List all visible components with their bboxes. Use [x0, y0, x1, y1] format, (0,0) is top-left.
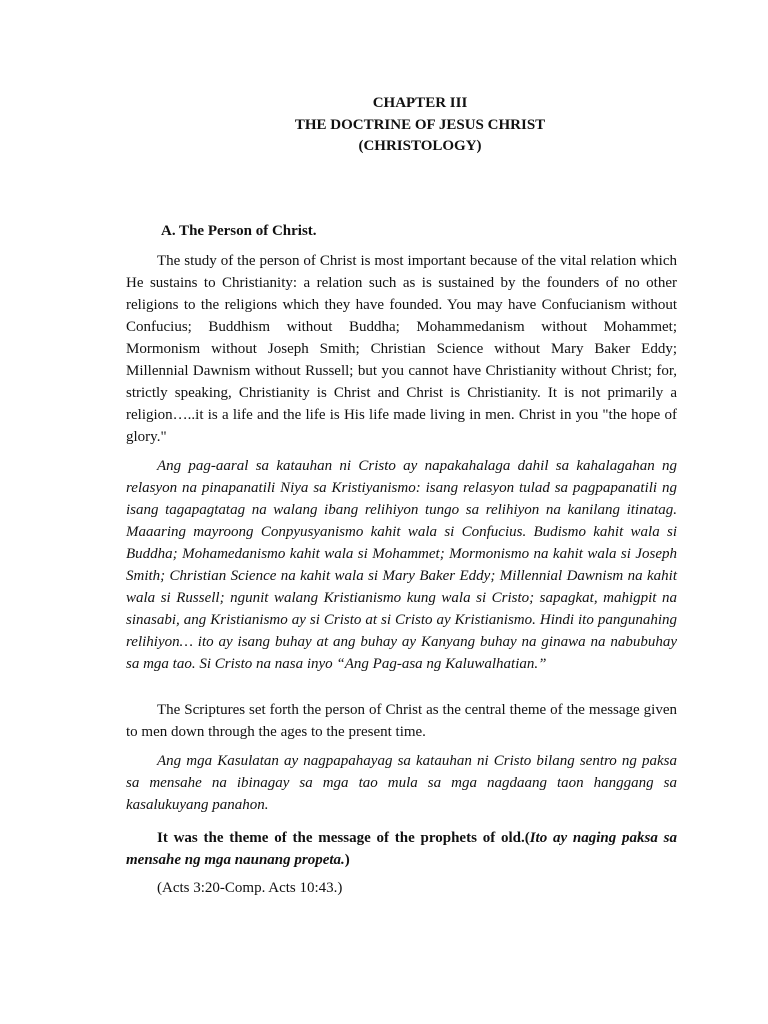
chapter-number: CHAPTER III: [372, 95, 468, 111]
prophets-theme-english: It was the theme of the message of the prophets of old.: [157, 830, 525, 846]
paragraph-english-scriptures: The Scriptures set forth the person of Christ as the central theme of the message given to men down through the ages to the present time.: [126, 702, 677, 740]
chapter-title: THE DOCTRINE OF JESUS CHRIST: [294, 117, 546, 133]
scripture-reference: (Acts 3:20-Comp. Acts 10:43.): [157, 880, 343, 896]
chapter-subtitle: (CHRISTOLOGY): [358, 138, 482, 154]
paragraph-tagalog-person-of-christ: Ang pag-aaral sa katauhan ni Cristo ay napakahalaga dahil sa kahalagahan ng relasyon na pinapanatili Niya sa Kristiyanismo: isang relasyon tulad sa pagpapanatili ng isang tagapagtatag na walang ibang relihiyon tungo sa relihiyon na kanilang itinatag. Maaaring mayroong Conpyusyanismo kahit wala si Confucius. Budismo kahit wala si Buddha; Mohamedanismo kahit wala si Mohammet; Mormonismo na kahit wala si Joseph Smith; Christian Science na kahit wala si Mary Baker Eddy; Millennial Dawnism na kahit wala si Russell; ngunit walang Kristianismo kung wala si Cristo; sapagkat, mahigpit na sinasabi, ang Kristianismo ay si Cristo at si Cristo ay Kristianismo. Hindi ito pangunahing relihiyon… ito ay isang buhay at ang buhay ay Kanyang buhay na ginawa na nabubuhay sa mga tao. Si Cristo na nasa inyo “Ang Pag-asa ng Kaluwalhatian.”: [126, 458, 677, 672]
prophets-theme-tagalog: Ito ay naging paksa sa mensahe ng mga naunang propeta.: [126, 830, 677, 868]
close-paren: ): [344, 852, 350, 868]
paragraph-prophets-theme: [126, 827, 677, 871]
section-heading: A. The Person of Christ.: [161, 223, 317, 239]
paragraph-tagalog-scriptures: Ang mga Kasulatan ay nagpapahayag sa katauhan ni Cristo bilang sentro ng paksa sa mensahe na ibinagay sa mga tao mula sa mga nagdaang taon hanggang sa kasalukuyang panahon.: [126, 753, 677, 813]
paragraph-english-person-of-christ: The study of the person of Christ is most important because of the vital relation which He sustains to Christianity: a relation such as is sustained by the founders of no other religions to the religions which they have founded. You may have Confucianism without Confucius; Buddhism without Buddha; Mohammedanism without Mohammet; Mormonism without Joseph Smith; Christian Science without Mary Baker Eddy; Millennial Dawnism without Russell; but you cannot have Christianity without Christ; for, strictly speaking, Christianity is Christ and Christ is Christianity. It is not primarily a religion…..it is a life and the life is His life made living in men. Christ in you "the hope of glory.": [126, 253, 677, 445]
open-paren: (: [524, 830, 530, 846]
